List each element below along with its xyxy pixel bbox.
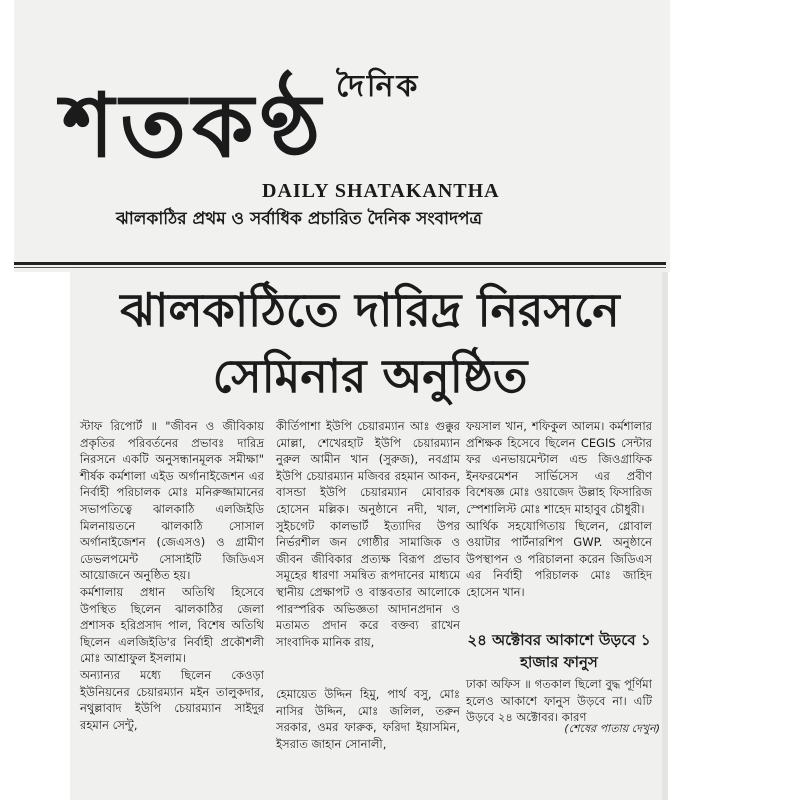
masthead-daily-word: দৈনিক bbox=[336, 69, 421, 104]
masthead-rule bbox=[14, 262, 666, 265]
article-paragraph: স্টাফ রিপোর্ট ॥ "জীবন ও জীবিকায় প্রকৃতির পরিবর্তনের প্রভাবঃ দারিদ্র নিরসনে একটি অনুসন্ধানমূলক সমীক্ষা" শীর্ষক কর্মশালা এইড অর্গানাইজেশন এর নির্বাহী পরিচালক মোঃ মনিরুজ্জামানের সভাপতিত্বে ঝালকাঠি এলজিইডি মিলনায়তনে ঝালকাঠি সোসাল অর্গানাইজেশন (জেএসও) ও গ্রামীণ ডেভলপমেন্ট সোসাইটি জিডিএস আয়োজনে অনুষ্ঠিত হয়। bbox=[80, 419, 264, 583]
second-article-headline: ২৪ অক্টোবর আকাশে উড়বে ১ হাজার ফানুস bbox=[467, 631, 651, 671]
article-paragraph: ফয়সাল খান, শফিকুল আলম। কর্মশালার প্রশিক্ষক হিসেবে ছিলেন CEGIS সেন্টার ফর এনভায়মেন্টাল এন্ড জিওগ্রাফিক ইনফরমেশন সার্ভিসেস এর প্রবীণ বিশেষজ্ঞ মোঃ ওয়াজেদ উল্লাহ ফিসারিজ স্পেশালিস্ট মোঃ শাহেদ মাহাবুব চৌধুরী। bbox=[466, 419, 652, 516]
article-column-3 bbox=[466, 418, 652, 601]
article-headline-line-2: সেমিনার অনুষ্ঠিত bbox=[212, 349, 528, 403]
clip-edge-shadow bbox=[662, 272, 668, 800]
article-column-2-tail: হেমায়েত উদ্দিন হিমু, পার্থ বসু, মোঃ নাসির উদ্দিন, মোঃ জলিল, তরুন সরকার, ওমর ফারুক, ফরিদা ইয়াসমিন, ইসরাত জাহান সোনালী, bbox=[276, 687, 460, 751]
masthead-english-title: DAILY SHATAKANTHA bbox=[262, 180, 500, 202]
masthead-title: শতকণ্ঠ bbox=[62, 73, 327, 177]
masthead-rule-thin bbox=[14, 267, 666, 268]
article-paragraph: আর্থিক সহযোগিতায় ছিলেন, গ্লোবাল ওয়াটার পার্টনারশিপ GWP. অনুষ্ঠানে উপস্থাপন ও পরিচালনা করেন জিডিএস এর নির্বাহী পরিচালক মোঃ জাহিদ হোসেন খান। bbox=[466, 518, 652, 599]
article-paragraph: কর্মশালায় প্রধান অতিথি হিসেবে উপস্থিত ছিলেন ঝালকাঠির জেলা প্রশাসক হরিপ্রসাদ পাল, বিশেষ অতিথি ছিলেন এলজিইডি'র নির্বাহী প্রকৌশলী মোঃ আশ্রাফুল ইসলাম। bbox=[80, 584, 264, 666]
article-column-1 bbox=[80, 418, 264, 733]
article-column-2 bbox=[276, 418, 460, 650]
second-article-body: ঢাকা অফিস ॥ গতকাল ছিলো বুদ্ধ পূর্ণিমা হলেও আকাশে ফানুস উড়বে না। এটি উড়বে ২৪ অক্টোবর। কারণ bbox=[466, 677, 652, 725]
continued-on-last-page: (শেষের পাতায় দেখুন) bbox=[564, 722, 660, 735]
article-headline-line-1: ঝালকাঠিতে দারিদ্র নিরসনে bbox=[120, 283, 620, 337]
article-paragraph: অন্যান্যর মধ্যে ছিলেন কেওড়া ইউনিয়নের চেয়ারম্যান মইন তালুকদার, নথুল্লাবাদ ইউপি চেয়ারম্যান সাইদুর রহমান সেন্টু, bbox=[80, 667, 264, 732]
masthead-tagline: ঝালকাঠির প্রথম ও সর্বাধিক প্রচারিত দৈনিক সংবাদপত্র bbox=[116, 209, 483, 229]
article-paragraph: কীর্তিপাশা ইউপি চেয়ারম্যান আঃ গুক্কুর মোল্লা, শেখেরহাট ইউপি চেয়ারম্যান নুরুল আমীন খান (সুরুজ), নবগ্রাম ইউপি চেয়ারম্যান মজিবর রহমান আকন, বাসন্ডা ইউপি চেয়ারম্যান মোবারক হোসেন মল্লিক। অনুষ্ঠানে নদী, খাল, সুইচগেট কালভার্ট ইত্যাদির উপর নির্ভরশীল জন গোষ্ঠীর সামাজিক ও জীবন জীবিকার প্রত্যক্ষ বিরূপ প্রভাব সমূহের ধারণা সমন্বিত রূপদানের মাধ্যমে স্থানীয় প্রেক্ষাপট ও বাস্তবতার আলোকে পারস্পরিক অভিজ্ঞতা আদানপ্রদান ও মতামত প্রদান করে বক্তব্য রাখেন সাংবাদিক মানিক রায়, bbox=[276, 419, 460, 649]
